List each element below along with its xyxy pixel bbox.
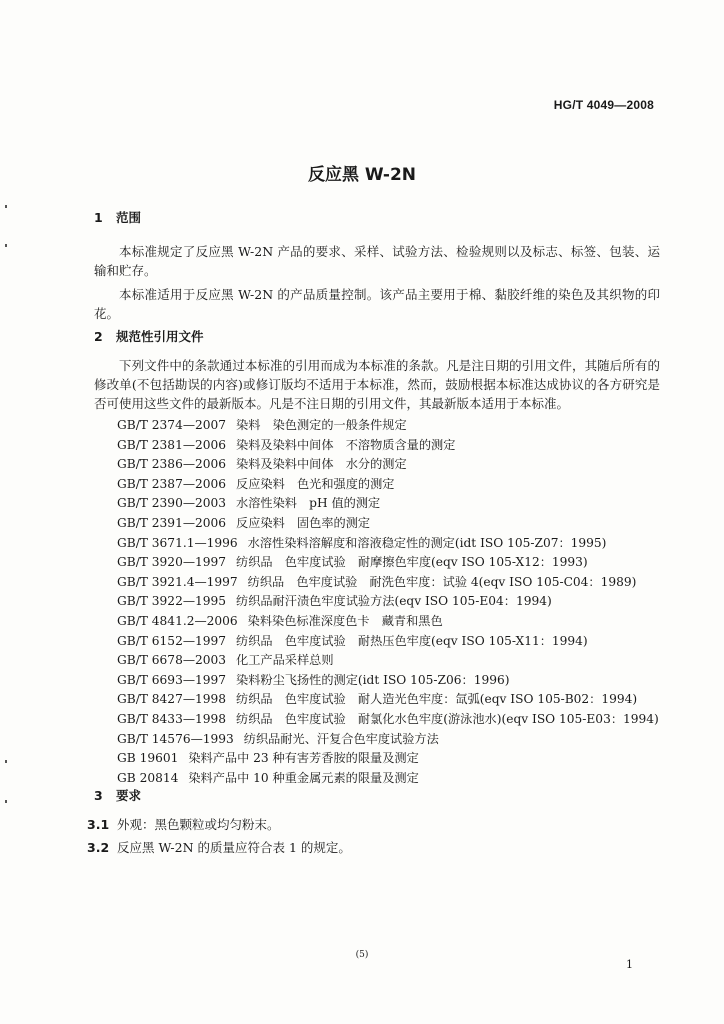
scope-paragraph-1: 本标准规定了反应黑 W-2N 产品的要求、采样、试验方法、检验规则以及标志、标签、包装、运输和贮存。	[94, 244, 660, 278]
section-title: 规范性引用文件	[116, 329, 204, 344]
reference-code: GB/T 8427—1998	[117, 692, 227, 707]
reference-code: GB/T 3922—1995	[117, 594, 227, 609]
reference-code: GB/T 2391—2006	[117, 515, 227, 530]
reference-item	[117, 632, 677, 652]
reference-item	[117, 436, 677, 456]
section-number: 3	[94, 788, 103, 803]
reference-code: GB/T 3921.4—1997	[117, 574, 238, 589]
scope-paragraph-2: 本标准适用于反应黑 W-2N 的产品质量控制。该产品主要用于棉、黏胶纤维的染色及其织物的印花。	[94, 287, 660, 321]
reference-title: 染料粉尘飞扬性的测定(idt ISO 105-Z06：1996)	[236, 672, 510, 687]
reference-title: 染料产品中 23 种有害芳香胺的限量及测定	[188, 751, 419, 766]
reference-list	[117, 416, 677, 788]
reference-code: GB/T 3920—1997	[117, 555, 227, 570]
requirement-number: 3.1	[87, 817, 110, 832]
reference-item	[117, 612, 677, 632]
reference-title: 纺织品 色牢度试验 耐热压色牢度(eqv ISO 105-X11：1994)	[236, 633, 588, 648]
section-1-heading	[94, 208, 141, 226]
reference-code: GB/T 6693—1997	[117, 672, 227, 687]
normative-intro: 下列文件中的条款通过本标准的引用而成为本标准的条款。凡是注日期的引用文件，其随后所有的修改单(不包括勘误的内容)或修订版均不适用于本标准，然而，鼓励根据本标准达成协议的各方研究是否可使用这些文件的最新版本。凡是不注日期的引用文件，其最新版本适用于本标准。	[94, 358, 660, 411]
reference-code: GB/T 8433—1998	[117, 711, 227, 726]
reference-title: 纺织品 色牢度试验 耐氯化水色牢度(游泳池水)(eqv ISO 105-E03：1994)	[236, 711, 659, 726]
document-title: 反应黑 W-2N	[307, 165, 417, 185]
reference-title: 反应染料 色光和强度的测定	[236, 476, 395, 491]
reference-item	[117, 690, 677, 710]
reference-title: 纺织品 色牢度试验 耐人造光色牢度：氙弧(eqv ISO 105-B02：1994)	[236, 692, 638, 707]
page-marker: (5)	[355, 950, 369, 960]
reference-item	[117, 553, 677, 573]
reference-item	[117, 592, 677, 612]
standard-code: HG/T 4049—2008	[553, 98, 654, 112]
scan-speck	[5, 244, 7, 247]
scan-speck	[5, 760, 7, 763]
reference-code: GB/T 14576—1993	[117, 731, 234, 746]
reference-code: GB/T 6678—2003	[117, 653, 227, 668]
reference-code: GB/T 2374—2007	[117, 418, 227, 432]
scan-speck	[5, 800, 7, 803]
reference-item	[117, 573, 677, 593]
requirement-item	[87, 815, 280, 833]
reference-item	[117, 534, 677, 554]
section-title: 范围	[116, 210, 142, 225]
reference-item	[117, 671, 677, 691]
page-number: 1	[626, 958, 633, 971]
reference-title: 纺织品耐光、汗复合色牢度试验方法	[243, 731, 439, 746]
section-2-heading	[94, 327, 204, 345]
reference-code: GB/T 6152—1997	[117, 633, 227, 648]
reference-title: 染料染色标准深度色卡 藏青和黑色	[247, 613, 443, 628]
section-3-heading	[94, 786, 141, 804]
requirement-number: 3.2	[87, 840, 110, 855]
reference-code: GB/T 3671.1—1996	[117, 535, 238, 550]
reference-title: 纺织品 色牢度试验 耐摩擦色牢度(eqv ISO 105-X12：1993)	[236, 555, 588, 570]
requirement-text: 反应黑 W-2N 的质量应符合表 1 的规定。	[117, 840, 351, 855]
reference-item	[117, 494, 677, 514]
reference-item	[117, 416, 677, 436]
reference-title: 染料产品中 10 种重金属元素的限量及测定	[188, 770, 419, 785]
reference-title: 水溶性染料溶解度和溶液稳定性的测定(idt ISO 105-Z07：1995)	[247, 535, 607, 550]
requirement-text: 外观：黑色颗粒或均匀粉末。	[117, 817, 280, 832]
reference-item	[117, 710, 677, 730]
scan-speck	[5, 205, 7, 208]
reference-item	[117, 730, 677, 750]
reference-item	[117, 475, 677, 495]
reference-title: 染料 染色测定的一般条件规定	[236, 418, 407, 432]
reference-title: 反应染料 固色率的测定	[236, 515, 371, 530]
section-title: 要求	[116, 788, 142, 803]
reference-code: GB/T 4841.2—2006	[117, 613, 238, 628]
reference-title: 化工产品采样总则	[236, 653, 334, 668]
requirement-item	[87, 838, 351, 856]
reference-code: GB 20814	[117, 770, 179, 785]
reference-item	[117, 749, 677, 769]
reference-item	[117, 651, 677, 671]
reference-title: 水溶性染料 pH 值的测定	[236, 496, 381, 511]
reference-item	[117, 514, 677, 534]
reference-title: 染料及染料中间体 不溶物质含量的测定	[236, 437, 456, 452]
reference-title: 染料及染料中间体 水分的测定	[236, 457, 407, 472]
reference-item	[117, 455, 677, 475]
reference-code: GB/T 2390—2003	[117, 496, 227, 511]
section-number: 1	[94, 210, 103, 225]
reference-code: GB/T 2386—2006	[117, 457, 227, 472]
reference-code: GB/T 2381—2006	[117, 437, 227, 452]
reference-code: GB 19601	[117, 751, 179, 766]
section-number: 2	[94, 329, 103, 344]
reference-item	[117, 769, 677, 789]
reference-title: 纺织品耐汗渍色牢度试验方法(eqv ISO 105-E04：1994)	[236, 594, 552, 609]
reference-title: 纺织品 色牢度试验 耐洗色牢度：试验 4(eqv ISO 105-C04：1989)	[247, 574, 637, 589]
reference-code: GB/T 2387—2006	[117, 476, 227, 491]
